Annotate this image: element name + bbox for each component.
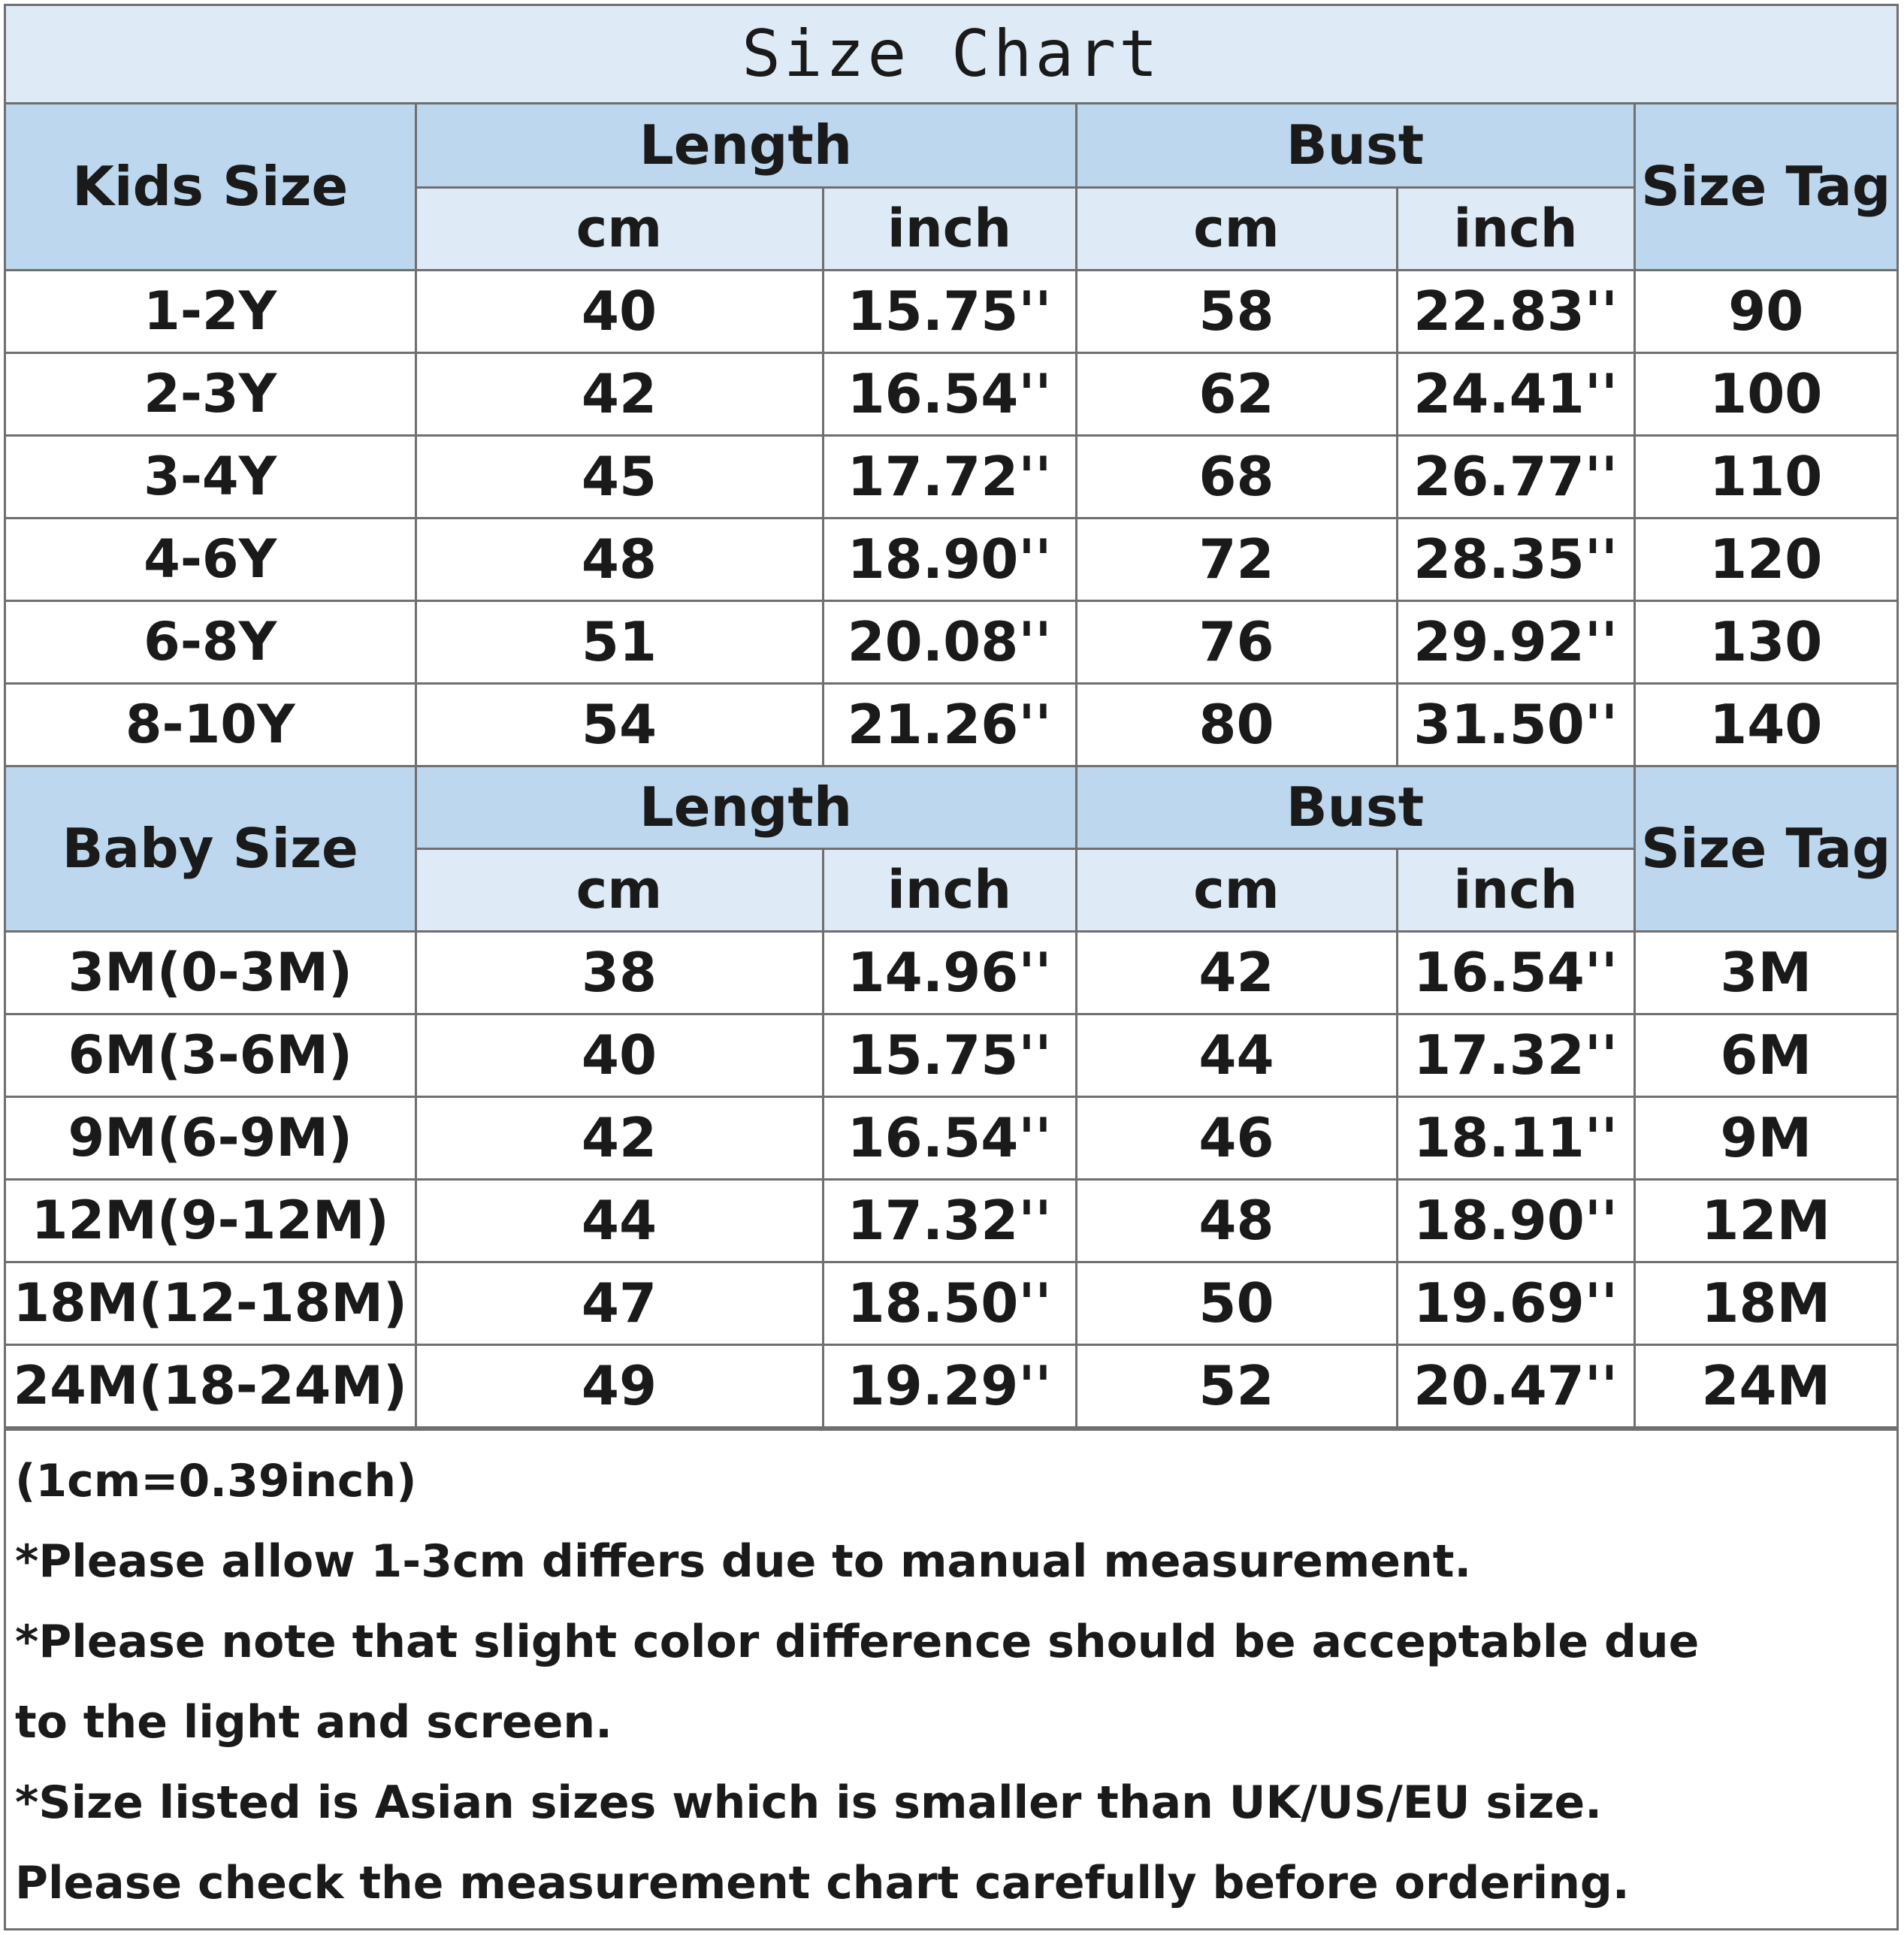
note-line: *Size listed is Asian sizes which is smaller than UK/US/EU size. xyxy=(15,1776,1603,1829)
bust-cm-cell: 80 xyxy=(1076,683,1397,766)
bust-cm-cell: 52 xyxy=(1076,1344,1397,1427)
length-inch-cell: 21.26'' xyxy=(823,683,1076,766)
bust-inch-cell: 16.54'' xyxy=(1397,931,1634,1014)
size-tag-cell: 6M xyxy=(1634,1014,1896,1096)
length-inch-cell: 16.54'' xyxy=(823,1096,1076,1179)
note-line: *Please note that slight color difference should be acceptable due xyxy=(15,1615,1700,1668)
length-cm-cell: 42 xyxy=(416,352,823,435)
table-row xyxy=(6,931,1896,1014)
size-cell: 2-3Y xyxy=(6,352,416,435)
bust-cm-header: cm xyxy=(1076,848,1397,931)
size-chart xyxy=(4,4,1899,1930)
bust-cm-cell: 76 xyxy=(1076,600,1397,683)
table-row xyxy=(6,1179,1896,1262)
chart-title: Size Chart xyxy=(6,6,1896,104)
size-tag-header: Size Tag xyxy=(1634,766,1896,931)
size-tag-cell: 18M xyxy=(1634,1262,1896,1344)
size-cell: 4-6Y xyxy=(6,518,416,600)
length-cm-cell: 54 xyxy=(416,683,823,766)
table-row xyxy=(6,600,1896,683)
bust-inch-cell: 18.90'' xyxy=(1397,1179,1634,1262)
length-cm-cell: 40 xyxy=(416,1014,823,1096)
length-header: Length xyxy=(416,104,1076,187)
size-tag-cell: 110 xyxy=(1634,435,1896,518)
size-cell: 24M(18-24M) xyxy=(6,1344,416,1427)
length-cm-header: cm xyxy=(416,187,823,270)
length-inch-cell: 19.29'' xyxy=(823,1344,1076,1427)
size-tag-header: Size Tag xyxy=(1634,104,1896,270)
bust-inch-header: inch xyxy=(1397,848,1634,931)
bust-cm-cell: 48 xyxy=(1076,1179,1397,1262)
size-tag-cell: 130 xyxy=(1634,600,1896,683)
table-row xyxy=(6,1014,1896,1096)
bust-cm-cell: 72 xyxy=(1076,518,1397,600)
table-row xyxy=(6,518,1896,600)
table-row xyxy=(6,1262,1896,1344)
bust-header: Bust xyxy=(1076,766,1634,848)
size-table-body xyxy=(6,104,1896,1427)
kids-size-header: Kids Size xyxy=(6,104,416,270)
bust-cm-cell: 58 xyxy=(1076,270,1397,352)
length-cm-cell: 42 xyxy=(416,1096,823,1179)
size-tag-cell: 90 xyxy=(1634,270,1896,352)
kids-header-row xyxy=(6,104,1896,187)
size-cell: 12M(9-12M) xyxy=(6,1179,416,1262)
length-header: Length xyxy=(416,766,1076,848)
size-tag-cell: 140 xyxy=(1634,683,1896,766)
size-cell: 3M(0-3M) xyxy=(6,931,416,1014)
bust-inch-cell: 24.41'' xyxy=(1397,352,1634,435)
length-inch-cell: 17.72'' xyxy=(823,435,1076,518)
size-tag-cell: 12M xyxy=(1634,1179,1896,1262)
note-line: *Please allow 1-3cm differs due to manual measurement. xyxy=(15,1534,1472,1588)
bust-cm-cell: 44 xyxy=(1076,1014,1397,1096)
length-inch-cell: 14.96'' xyxy=(823,931,1076,1014)
bust-header: Bust xyxy=(1076,104,1634,187)
bust-inch-cell: 22.83'' xyxy=(1397,270,1634,352)
size-cell: 3-4Y xyxy=(6,435,416,518)
size-cell: 1-2Y xyxy=(6,270,416,352)
bust-inch-cell: 31.50'' xyxy=(1397,683,1634,766)
table-row xyxy=(6,435,1896,518)
length-inch-cell: 18.90'' xyxy=(823,518,1076,600)
length-inch-cell: 20.08'' xyxy=(823,600,1076,683)
length-inch-cell: 15.75'' xyxy=(823,270,1076,352)
bust-cm-cell: 42 xyxy=(1076,931,1397,1014)
table-row xyxy=(6,1344,1896,1427)
bust-cm-cell: 46 xyxy=(1076,1096,1397,1179)
length-inch-cell: 16.54'' xyxy=(823,352,1076,435)
bust-inch-header: inch xyxy=(1397,187,1634,270)
length-cm-cell: 45 xyxy=(416,435,823,518)
baby-header-row xyxy=(6,766,1896,848)
bust-inch-cell: 29.92'' xyxy=(1397,600,1634,683)
size-cell: 18M(12-18M) xyxy=(6,1262,416,1344)
size-tag-cell: 120 xyxy=(1634,518,1896,600)
bust-inch-cell: 17.32'' xyxy=(1397,1014,1634,1096)
length-inch-cell: 17.32'' xyxy=(823,1179,1076,1262)
baby-size-header: Baby Size xyxy=(6,766,416,931)
size-cell: 8-10Y xyxy=(6,683,416,766)
length-inch-header: inch xyxy=(823,187,1076,270)
length-cm-cell: 51 xyxy=(416,600,823,683)
bust-cm-cell: 62 xyxy=(1076,352,1397,435)
length-cm-header: cm xyxy=(416,848,823,931)
note-line: to the light and screen. xyxy=(15,1695,612,1749)
size-tag-cell: 9M xyxy=(1634,1096,1896,1179)
table-row xyxy=(6,352,1896,435)
bust-inch-cell: 19.69'' xyxy=(1397,1262,1634,1344)
bust-cm-cell: 50 xyxy=(1076,1262,1397,1344)
bust-inch-cell: 26.77'' xyxy=(1397,435,1634,518)
length-cm-cell: 49 xyxy=(416,1344,823,1427)
length-inch-cell: 18.50'' xyxy=(823,1262,1076,1344)
length-cm-cell: 40 xyxy=(416,270,823,352)
size-tag-cell: 100 xyxy=(1634,352,1896,435)
table-row xyxy=(6,683,1896,766)
bust-inch-cell: 28.35'' xyxy=(1397,518,1634,600)
note-line: Please check the measurement chart carefully before ordering. xyxy=(15,1856,1630,1909)
note-line: (1cm=0.39inch) xyxy=(15,1454,417,1507)
bust-inch-cell: 18.11'' xyxy=(1397,1096,1634,1179)
bust-cm-cell: 68 xyxy=(1076,435,1397,518)
size-cell: 6M(3-6M) xyxy=(6,1014,416,1096)
size-cell: 6-8Y xyxy=(6,600,416,683)
length-cm-cell: 47 xyxy=(416,1262,823,1344)
length-cm-cell: 48 xyxy=(416,518,823,600)
table-row xyxy=(6,1096,1896,1179)
table-row xyxy=(6,270,1896,352)
size-table xyxy=(6,104,1896,1429)
length-inch-cell: 15.75'' xyxy=(823,1014,1076,1096)
length-inch-header: inch xyxy=(823,848,1076,931)
size-tag-cell: 24M xyxy=(1634,1344,1896,1427)
size-cell: 9M(6-9M) xyxy=(6,1096,416,1179)
bust-cm-header: cm xyxy=(1076,187,1397,270)
length-cm-cell: 44 xyxy=(416,1179,823,1262)
notes-section xyxy=(6,1429,1896,1924)
size-tag-cell: 3M xyxy=(1634,931,1896,1014)
length-cm-cell: 38 xyxy=(416,931,823,1014)
bust-inch-cell: 20.47'' xyxy=(1397,1344,1634,1427)
